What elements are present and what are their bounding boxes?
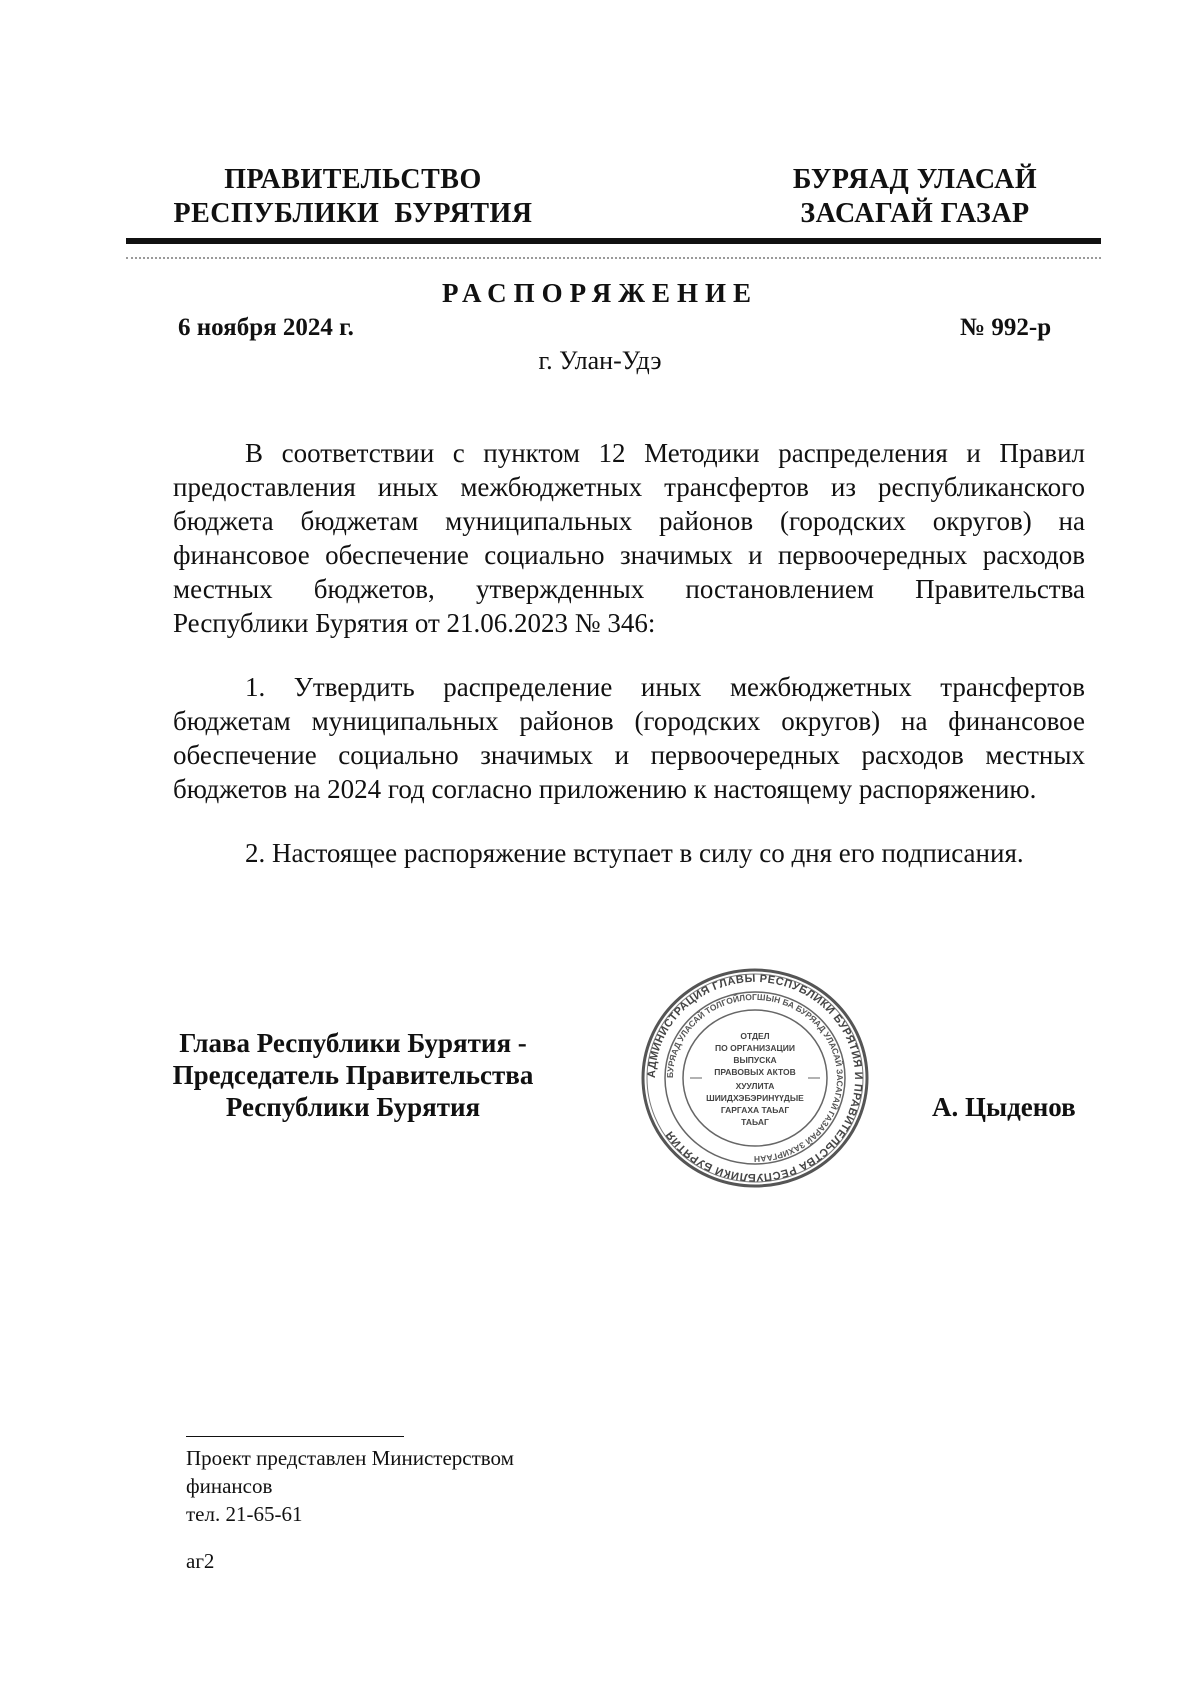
footnote-line-1: Проект представлен Министерством [186, 1446, 514, 1470]
header-divider-dotted [126, 257, 1101, 259]
body-preamble: В соответствии с пунктом 12 Методики распределения и Правил предоставления иных межбюджетных трансфертов из республиканского бюджета бюджетам муниципальных районов (городских округов) на финансовое обеспечение социально значимых и первоочередных расходов местных бюджетов, утвержденных постановлением Правительства Республики Бурятия от 21.06.2023 № 346: [173, 438, 1085, 638]
official-seal-stamp [640, 967, 870, 1189]
signatory-name: А. Цыденов [932, 1092, 1076, 1122]
stamp-center-line-4: ПРАВОВЫХ АКТОВ [714, 1067, 796, 1077]
footnote [186, 1444, 514, 1528]
document-city: г. Улан-Удэ [538, 346, 662, 375]
stamp-center-line-3: ВЫПУСКА [733, 1055, 777, 1065]
svg-text:АДМИНИСТРАЦИЯ ГЛАВЫ РЕСПУБЛИКИ [646, 973, 864, 1183]
stamp-center-line-6: ШИИДХЭБЭРИНҮҮДЫЕ [706, 1093, 804, 1103]
stamp-center-line-2: ПО ОРГАНИЗАЦИИ [715, 1043, 795, 1053]
signature-title-line-1: Глава Республики Бурятия - [179, 1028, 527, 1058]
header-left-line-2: РЕСПУБЛИКИ БУРЯТИЯ [173, 198, 533, 229]
footnote-line-3: тел. 21-65-61 [186, 1502, 303, 1526]
document-body [173, 436, 1085, 870]
stamp-inner-ring-text: БУРЯАД УЛАСАЙ ТОЛГОЙЛОГШЫН БА БУРЯАД УЛАСАЙ ЗАСАГАЙ ГАЗАРАЙ ЗАХИРГААН [664, 991, 846, 1165]
footnote-line-2: финансов [186, 1474, 273, 1498]
stamp-outer-text: АДМИНИСТРАЦИЯ ГЛАВЫ РЕСПУБЛИКИ БУРЯТИЯ И ПРАВИТЕЛЬСТВА РЕСПУБЛИКИ БУРЯТИЯ [645, 972, 865, 1184]
stamp-center-line-7: ГАРГАХА ТАЬАГ [720, 1105, 790, 1115]
header-divider-thick [126, 238, 1101, 244]
document-date: 6 ноября 2024 г. [178, 314, 354, 341]
header-issuer-russian [168, 163, 538, 231]
stamp-center-line-8: ТАЬАГ [741, 1117, 769, 1127]
signature-title-line-3: Республики Бурятия [225, 1092, 481, 1122]
document-code: аг2 [186, 1549, 215, 1573]
body-item-1: 1. Утвердить распределение иных межбюджетных трансфертов бюджетам муниципальных районов (городских округов) на финансовое обеспечение социально значимых и первоочередных расходов местных бюджетов на 2024 год согласно приложению к настоящему распоряжению. [173, 672, 1085, 804]
body-item-2: 2. Настоящее распоряжение вступает в силу со дня его подписания. [245, 838, 1024, 868]
stamp-center-line-5: ХУУЛИТА [735, 1081, 775, 1091]
header-left-line-1: ПРАВИТЕЛЬСТВО [224, 164, 482, 195]
signature-title-line-2: Председатель Правительства [172, 1060, 534, 1090]
signature-title [148, 1027, 558, 1123]
footnote-divider [186, 1436, 404, 1437]
stamp-center-line-1: ОТДЕЛ [740, 1031, 770, 1041]
document-number: № 992-р [960, 314, 1052, 341]
header-right-line-1: БУРЯАД УЛАСАЙ [792, 164, 1038, 195]
document-type: РАСПОРЯЖЕНИЕ [441, 278, 759, 308]
header-issuer-buryat [760, 163, 1070, 231]
header-right-line-2: ЗАСАГАЙ ГАЗАР [800, 198, 1030, 229]
